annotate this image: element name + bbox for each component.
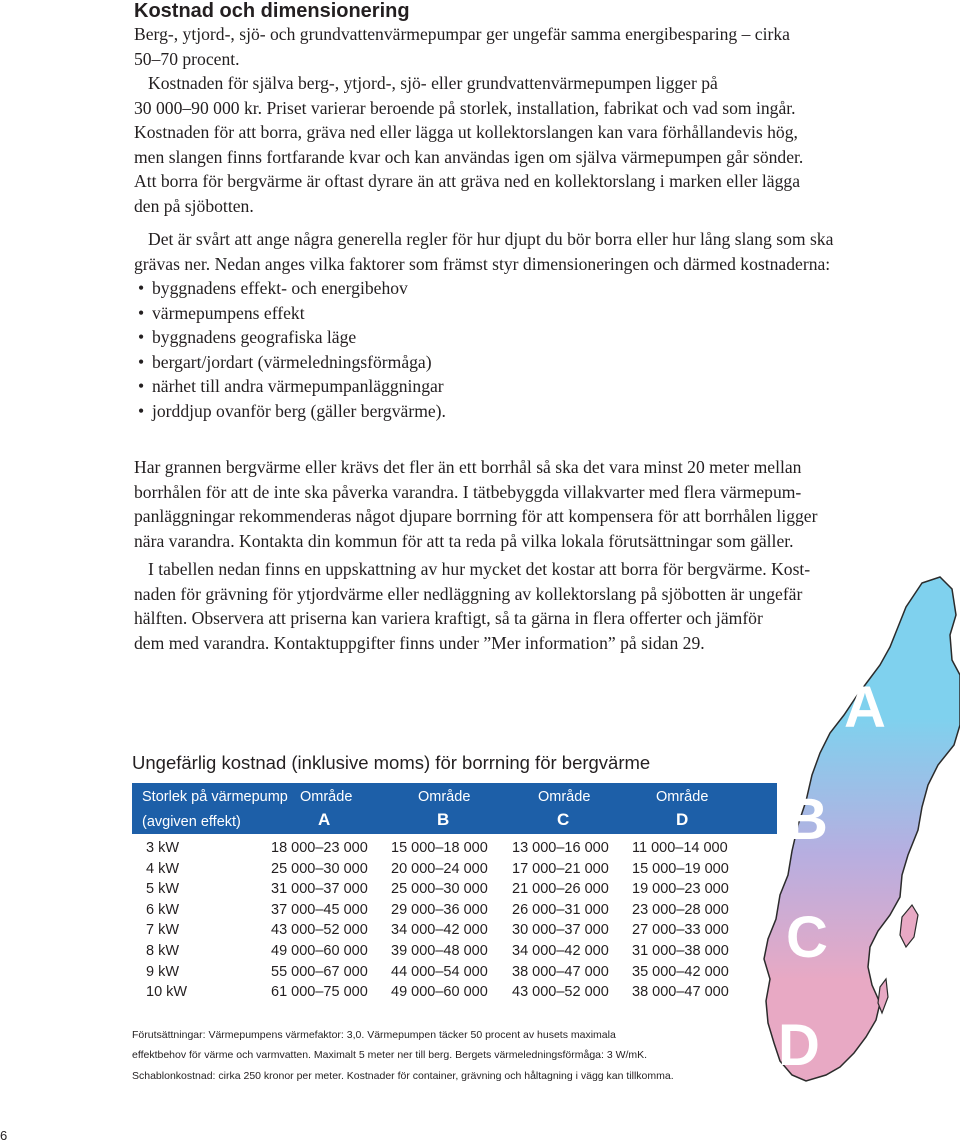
table-cell: 9 kW (146, 963, 180, 980)
table-cell: 10 kW (146, 984, 188, 1001)
table-cell: 38 000–47 000 (512, 963, 609, 980)
text-line: panläggningar rekommenderas något djupare borrning för att kompensera för att borrhålen ligger (134, 506, 818, 526)
region-label-d: D (778, 1013, 820, 1078)
paragraph-dimensioning (134, 227, 894, 276)
table-cell: 25 000–30 000 (391, 881, 488, 898)
page-number: 6 (0, 1128, 8, 1143)
table-cell: 44 000–54 000 (391, 963, 488, 980)
table-cell: 49 000–60 000 (271, 943, 368, 959)
text-line: Berg-, ytjord-, sjö- och grundvattenvärmepumpar ger ungefär samma energibesparing – cirka (134, 24, 790, 44)
header-region-d: D (676, 810, 689, 829)
table-cell: 43 000–52 000 (512, 984, 609, 1001)
paragraph-cost (134, 71, 894, 218)
table-cell: 31 000–38 000 (632, 943, 729, 959)
table-cell: 49 000–60 000 (391, 984, 488, 1001)
sweden-region-map (740, 575, 960, 1120)
list-item: • byggnadens geografiska läge (134, 325, 446, 350)
table-cell: 34 000–42 000 (391, 922, 488, 939)
region-label-a: A (844, 675, 886, 740)
table-cell: 34 000–42 000 (512, 943, 609, 959)
region-label-c: C (786, 905, 828, 970)
table-cell: 31 000–37 000 (271, 881, 368, 898)
oland-island (878, 979, 888, 1013)
table-cell: 25 000–30 000 (271, 860, 368, 877)
table-cell: 15 000–19 000 (632, 860, 729, 877)
text-line: 50–70 procent. (134, 48, 240, 69)
table-cell: 20 000–24 000 (391, 860, 488, 877)
text-line: grävas ner. Nedan anges vilka faktorer som främst styr dimensioneringen och därmed kostnaderna: (134, 253, 831, 274)
table-cell: 21 000–26 000 (512, 881, 609, 898)
table-cell: 4 kW (146, 860, 180, 877)
table-cell: 29 000–36 000 (391, 901, 488, 918)
text-line: naden för grävning för ytjordvärme eller nedläggning av kollektorslang på sjöbotten är ungefär (134, 583, 803, 604)
text-line: dem med varandra. Kontaktuppgifter finns under ”Mer information” på sidan 29. (134, 632, 705, 653)
paragraph-neighbours (134, 455, 894, 553)
table-title: Ungefärlig kostnad (inklusive moms) för borrning för bergvärme (132, 752, 651, 773)
header-region-b: B (437, 810, 450, 829)
footnote-line: Förutsättningar: Värmepumpens värmefaktor: 3,0. Värmepumpen täcker 50 procent av husets maximala (132, 1029, 616, 1041)
table-cell: 19 000–23 000 (632, 881, 729, 898)
region-label-b: B (786, 787, 828, 852)
text-line: 30 000–90 000 kr. Priset varierar beroende på storlek, installation, fabrikat och vad som ingår. (134, 97, 796, 118)
table-cell: 43 000–52 000 (271, 922, 368, 939)
text-line: Har grannen bergvärme eller krävs det fler än ett borrhål så ska det vara minst 20 meter mellan (134, 457, 802, 477)
table-cell: 23 000–28 000 (632, 901, 729, 918)
table-cell: 6 kW (146, 901, 180, 918)
list-item: • bergart/jordart (värmeledningsförmåga) (134, 350, 446, 375)
text-line: den på sjöbotten. (134, 195, 254, 216)
table-cell: 55 000–67 000 (271, 963, 368, 980)
header-cell: Område (300, 789, 353, 805)
paragraph-savings (134, 22, 894, 71)
header-cell: (avgiven effekt) (142, 814, 241, 830)
text-line: borrhålen för att de inte ska påverka varandra. I tätbebyggda villakvarter med flera värmepum- (134, 481, 802, 502)
table-cell: 39 000–48 000 (391, 943, 488, 959)
list-item: • jorddjup ovanför berg (gäller bergvärme). (134, 399, 446, 424)
factor-list (134, 276, 446, 424)
table-cell: 26 000–31 000 (512, 901, 609, 918)
text-line: Kostnaden för själva berg-, ytjord-, sjö- eller grundvattenvärmepumpen ligger på (148, 73, 718, 93)
text-line: Det är svårt att ange några generella regler för hur djupt du bör borra eller hur lång slang som ska (148, 229, 834, 249)
header-cell: Storlek på värmepump (142, 789, 288, 805)
table-cell: 18 000–23 000 (271, 840, 368, 856)
table-cell: 17 000–21 000 (512, 860, 609, 877)
list-item: • värmepumpens effekt (134, 301, 446, 326)
text-line: nära varandra. Kontakta din kommun för att ta reda på vilka lokala förutsättningar som gäller. (134, 530, 794, 551)
table-cell: 35 000–42 000 (632, 963, 729, 980)
text-line: men slangen finns fortfarande kvar och kan användas igen om själva värmepumpen går sönder. (134, 146, 804, 167)
table-cell: 8 kW (146, 943, 180, 959)
table-cell: 13 000–16 000 (512, 840, 609, 856)
table-cell: 61 000–75 000 (271, 984, 368, 1001)
table-cell: 7 kW (146, 922, 180, 939)
header-cell: Område (656, 789, 709, 805)
table-footnote (132, 1025, 772, 1086)
footnote-line: effektbehov för värme och varmvatten. Maximalt 5 meter ner till berg. Bergets värmeledningsförmåga: 3 W/mK. (132, 1049, 648, 1062)
header-cell: Område (418, 789, 471, 805)
table-cell: 11 000–14 000 (632, 840, 728, 856)
text-line: Att borra för bergvärme är oftast dyrare än att gräva ned en kollektorslang i marken eller lägga (134, 171, 801, 191)
header-cell: Område (538, 789, 591, 805)
table-cell: 38 000–47 000 (632, 984, 729, 1001)
table-cell: 30 000–37 000 (512, 922, 609, 939)
section-heading: Kostnad och dimensionering (134, 0, 410, 22)
text-line: hälften. Observera att priserna kan variera kraftigt, så ta gärna in flera offerter och jämför (134, 608, 763, 628)
footnote-line: Schablonkostnad: cirka 250 kronor per meter. Kostnader för container, grävning och håltagning i vägg kan tillkomma. (132, 1069, 674, 1082)
table-cell: 27 000–33 000 (632, 922, 729, 939)
text-line: Kostnaden för att borra, gräva ned eller lägga ut kollektorslangen kan vara förhållandevis hög, (134, 122, 798, 142)
gotland-island (900, 905, 918, 947)
table-cell: 3 kW (146, 840, 180, 856)
table-cell: 37 000–45 000 (271, 901, 368, 918)
list-item: • byggnadens effekt- och energibehov (134, 276, 446, 301)
header-region-a: A (318, 810, 331, 829)
list-item: • närhet till andra värmepumpanläggningar (134, 374, 446, 399)
text-line: I tabellen nedan finns en uppskattning av hur mycket det kostar att borra för bergvärme. Kost- (148, 559, 811, 579)
table-cell: 15 000–18 000 (391, 840, 488, 856)
table-cell: 5 kW (146, 881, 180, 898)
table-header (132, 783, 777, 834)
header-region-c: C (557, 810, 570, 829)
